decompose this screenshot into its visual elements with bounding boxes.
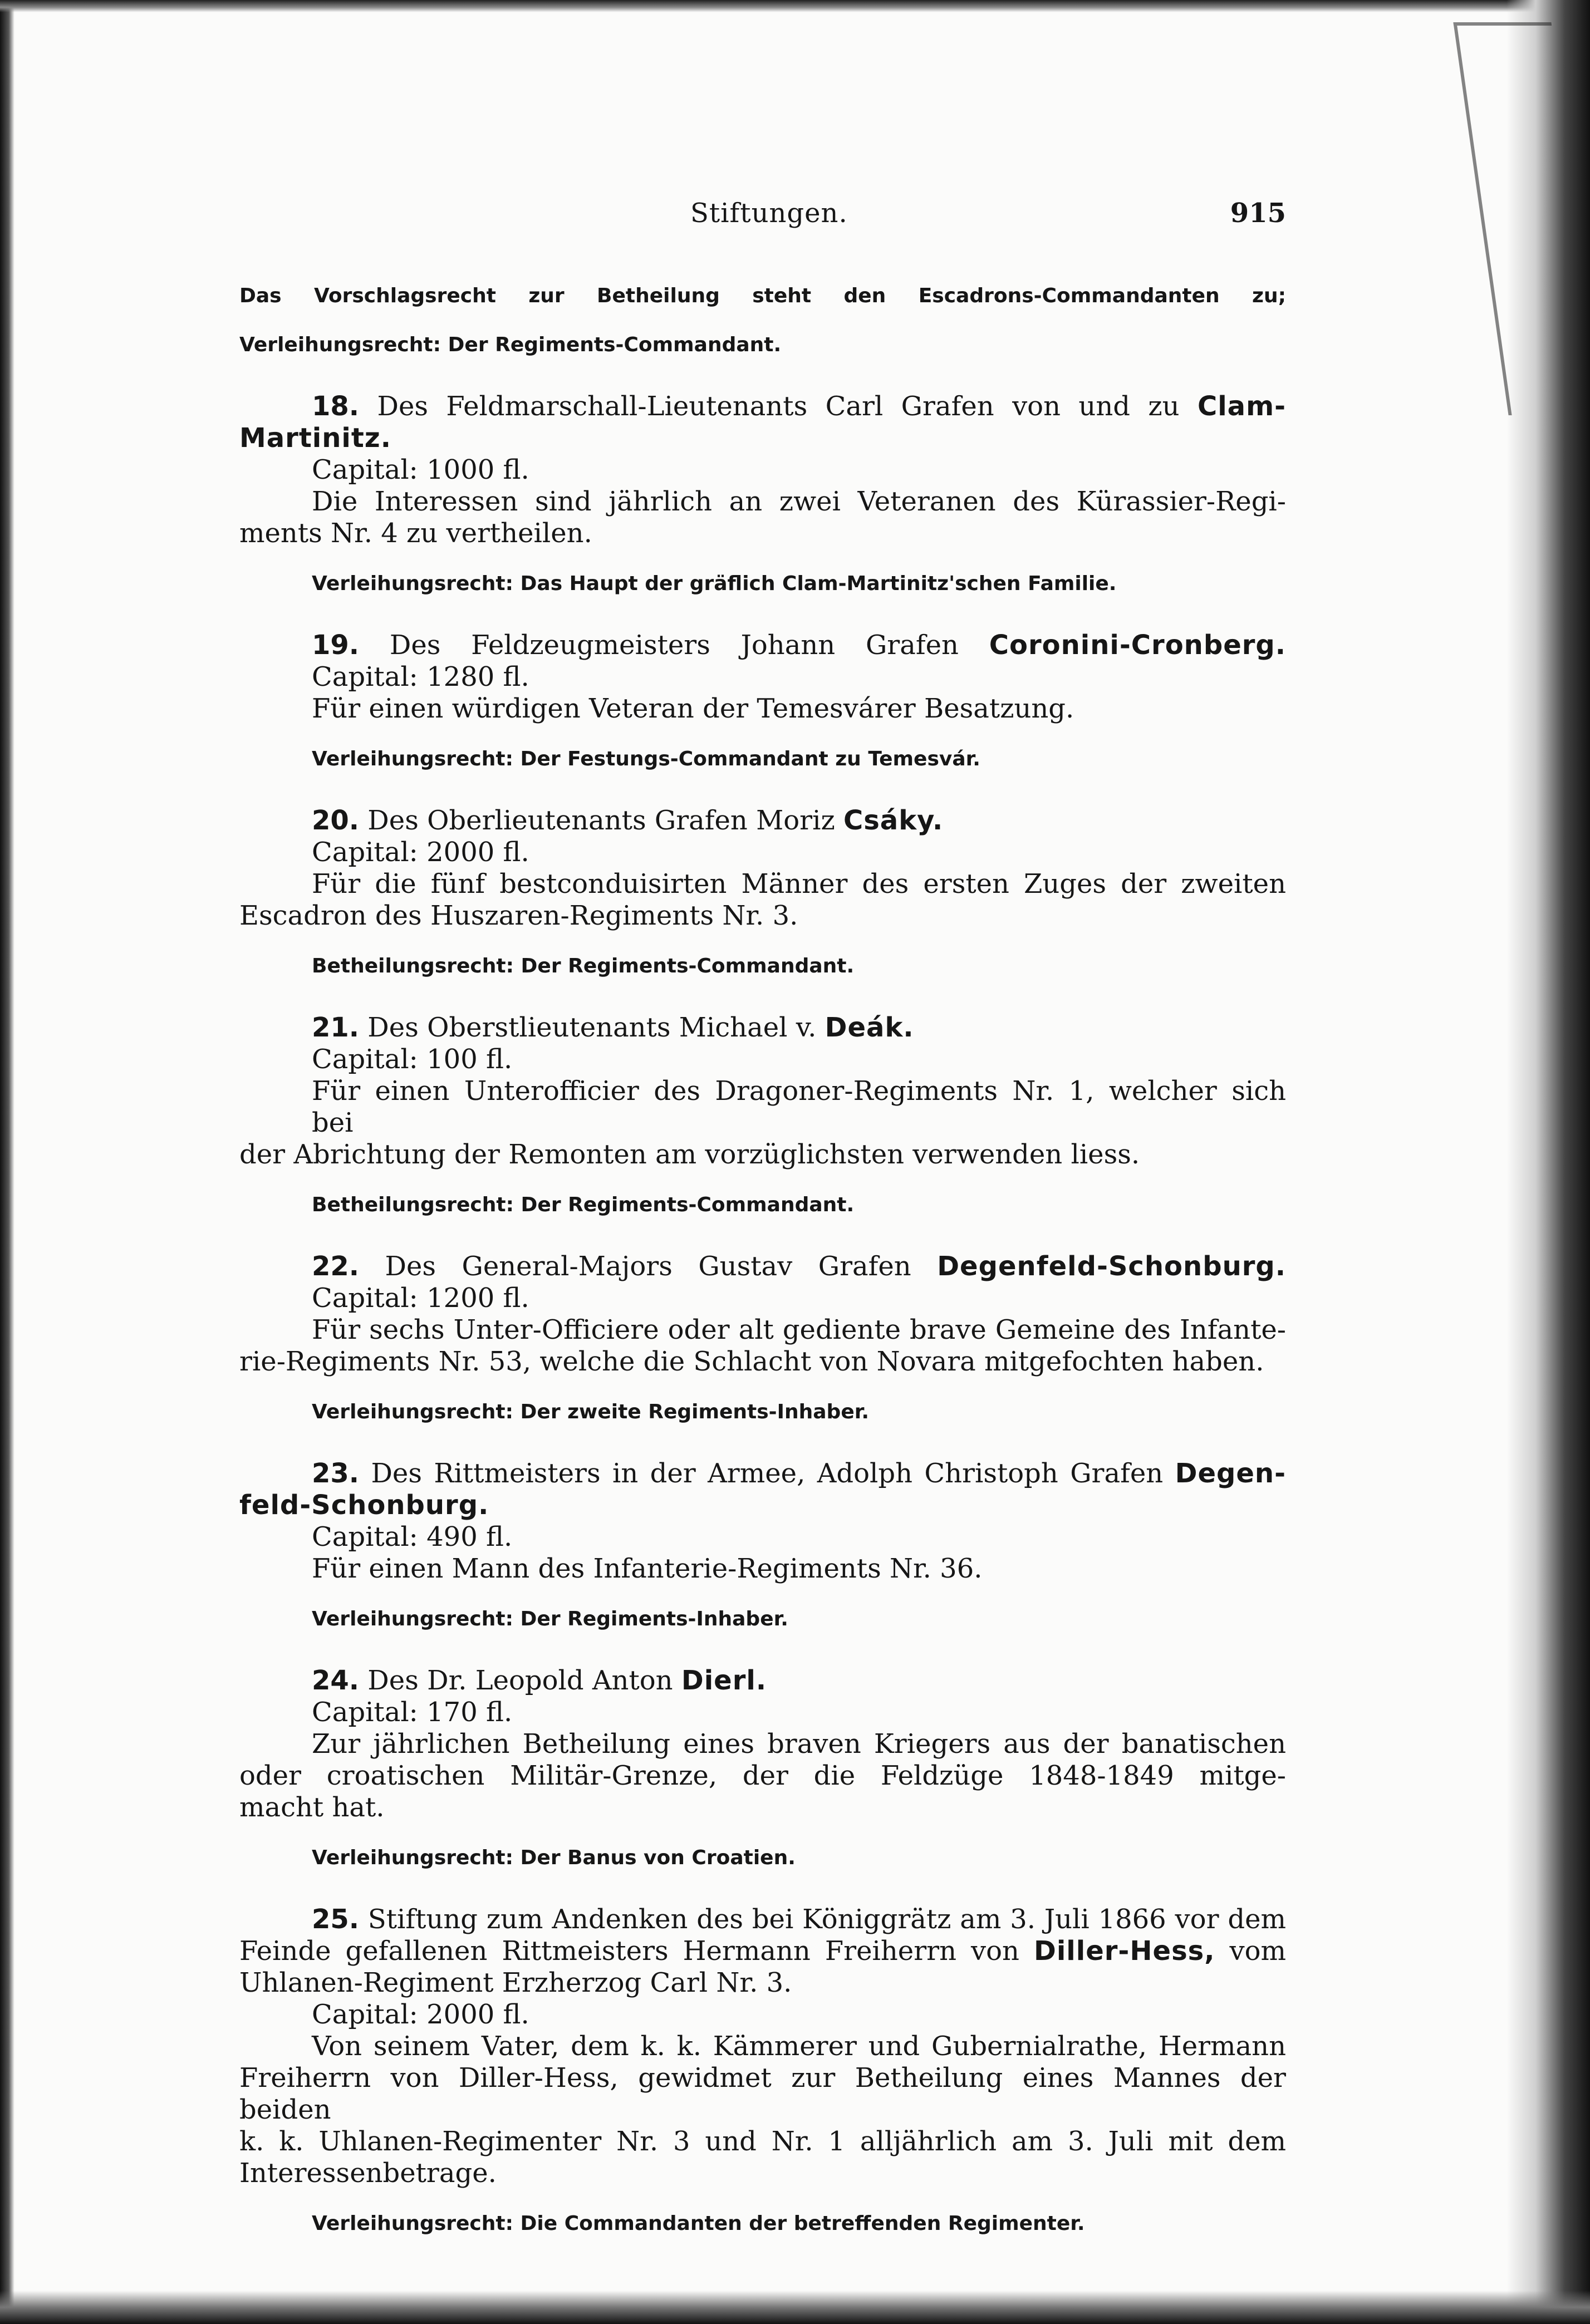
capital: Capital: 1280 fl. [312, 661, 529, 692]
right-holder: Verleihungsrecht: Der Banus von Croatien. [312, 1846, 796, 1869]
founder-name: Coronini-Cronberg. [989, 630, 1287, 661]
page-edge-left [0, 0, 14, 2324]
body-line: Für die fünf bestconduisirten Männer des ersten Zuges der zweiten [312, 868, 1286, 900]
capital: Capital: 1000 fl. [312, 454, 529, 485]
entry-title: Des Feldmarschall-Lieutenants Carl Grafen von und zu [377, 391, 1180, 422]
body-line: rie-Regiments Nr. 53, welche die Schlacht von Novara mitgefochten haben. [239, 1346, 1264, 1377]
page-edge-top [0, 0, 1590, 12]
entry-title: Des Oberlieutenants Grafen Moriz [367, 805, 835, 836]
entry-heading [239, 391, 1286, 422]
right-holder: Betheilungsrecht: Der Regiments-Commandant. [312, 955, 855, 977]
body-line: ments Nr. 4 zu vertheilen. [239, 518, 592, 549]
intro-line-1: Das Vorschlagsrecht zur Betheilung steht den Escadrons-Commandanten zu; [239, 284, 1286, 307]
entry-number: 22. [312, 1251, 360, 1282]
founder-name: Degenfeld-Schonburg. [937, 1251, 1286, 1282]
body-line: Escadron des Huszaren-Regiments Nr. 3. [239, 900, 798, 931]
founder-name: Deák. [825, 1012, 914, 1043]
capital: Capital: 1200 fl. [312, 1283, 529, 1314]
entry-heading [239, 1012, 1286, 1044]
running-title: Stiftungen. [690, 198, 848, 229]
entry-number: 21. [312, 1012, 360, 1043]
body-line: der Abrichtung der Remonten am vorzüglichsten verwenden liess. [239, 1139, 1140, 1170]
founder-name: Degen- [1175, 1458, 1286, 1489]
entry-21 [239, 1012, 1286, 1220]
page-header [239, 198, 1286, 237]
body-line: k. k. Uhlanen-Regimenter Nr. 3 und Nr. 1 alljährlich am 3. Juli mit dem [239, 2126, 1286, 2157]
entry-25 [239, 1904, 1286, 2238]
founder-name: Clam- [1198, 391, 1287, 422]
right-holder: Betheilungsrecht: Der Regiments-Commandant. [312, 1193, 855, 1216]
entry-heading [239, 1251, 1286, 1283]
entry-title: Des Oberstlieutenants Michael v. [367, 1012, 817, 1043]
entry-heading-cont: Uhlanen-Regiment Erzherzog Carl Nr. 3. [239, 1967, 792, 1998]
body-line: Freiherrn von Diller-Hess, gewidmet zur Betheilung eines Mannes der beiden [239, 2062, 1286, 2125]
body-line: macht hat. [239, 1792, 385, 1823]
right-holder: Verleihungsrecht: Das Haupt der gräflich Clam-Martinitz'schen Familie. [312, 572, 1117, 595]
founder-name: Dierl. [681, 1665, 767, 1696]
intro-line-2: Verleihungsrecht: Der Regiments-Commandant. [239, 333, 782, 356]
body-line: Interessenbetrage. [239, 2158, 497, 2189]
intro-block [239, 282, 1286, 360]
right-holder: Verleihungsrecht: Der Festungs-Commandant zu Temesvár. [312, 748, 980, 770]
capital: Capital: 490 fl. [312, 1521, 513, 1552]
page-number: 915 [1230, 198, 1286, 229]
entry-heading [239, 805, 1286, 837]
capital: Capital: 170 fl. [312, 1697, 513, 1728]
entry-title: Stiftung zum Andenken des bei Königgrätz am 3. Juli 1866 vor dem [367, 1904, 1286, 1935]
entry-number: 18. [312, 391, 360, 422]
entry-heading-cont: Feinde gefallenen Rittmeisters Hermann Freiherrn von Diller-Hess, vom [239, 1935, 1286, 1967]
entry-title: Des Rittmeisters in der Armee, Adolph Christoph Grafen [371, 1458, 1164, 1489]
entry-number: 23. [312, 1458, 360, 1489]
entry-title: Des General-Majors Gustav Grafen [385, 1251, 911, 1282]
entry-title: Des Feldzeugmeisters Johann Grafen [389, 630, 959, 661]
founder-name: Csáky. [843, 805, 944, 836]
entry-number: 19. [312, 630, 360, 661]
entry-24 [239, 1665, 1286, 1873]
entry-number: 24. [312, 1665, 360, 1696]
capital: Capital: 2000 fl. [312, 1999, 529, 2030]
entry-heading [239, 1458, 1286, 1490]
founder-name-cont: feld-Schonburg. [239, 1490, 489, 1521]
body-line: Die Interessen sind jährlich an zwei Veteranen des Kürassier-Regi- [312, 486, 1286, 517]
body-line: Für sechs Unter-Officiere oder alt gediente brave Gemeine des Infante- [312, 1314, 1286, 1345]
right-holder: Verleihungsrecht: Die Commandanten der betreffenden Regimenter. [312, 2212, 1085, 2235]
entry-19 [239, 630, 1286, 774]
body-line: Für einen Mann des Infanterie-Regiments Nr. 36. [312, 1553, 983, 1584]
entry-number: 20. [312, 805, 360, 836]
body-line: oder croatischen Militär-Grenze, der die Feldzüge 1848-1849 mitge- [239, 1760, 1286, 1791]
founder-name-cont: Martinitz. [239, 422, 391, 454]
entry-18 [239, 391, 1286, 598]
page-edge-bottom [0, 2291, 1590, 2324]
body-line: Von seinem Vater, dem k. k. Kämmerer und Gubernialrathe, Hermann [312, 2031, 1286, 2062]
body-line: Für einen würdigen Veteran der Temesvárer Besatzung. [312, 693, 1074, 724]
capital: Capital: 100 fl. [312, 1044, 513, 1075]
entry-heading [239, 1904, 1286, 1935]
right-holder: Verleihungsrecht: Der Regiments-Inhaber. [312, 1608, 788, 1630]
founder-name: Diller-Hess, [1033, 1935, 1215, 1967]
entry-22 [239, 1251, 1286, 1427]
entry-23 [239, 1458, 1286, 1634]
document-body [239, 262, 1286, 2258]
body-line: Für einen Unterofficier des Dragoner-Regiments Nr. 1, welcher sich bei [312, 1075, 1286, 1138]
capital: Capital: 2000 fl. [312, 837, 529, 868]
entry-number: 25. [312, 1904, 360, 1935]
right-holder: Verleihungsrecht: Der zweite Regiments-Inhaber. [312, 1401, 870, 1423]
entry-title: Des Dr. Leopold Anton [367, 1665, 673, 1696]
body-line: Zur jährlichen Betheilung eines braven Kriegers aus der banatischen [312, 1728, 1286, 1760]
entry-20 [239, 805, 1286, 981]
entry-heading [239, 630, 1286, 661]
entry-heading [239, 1665, 1286, 1697]
